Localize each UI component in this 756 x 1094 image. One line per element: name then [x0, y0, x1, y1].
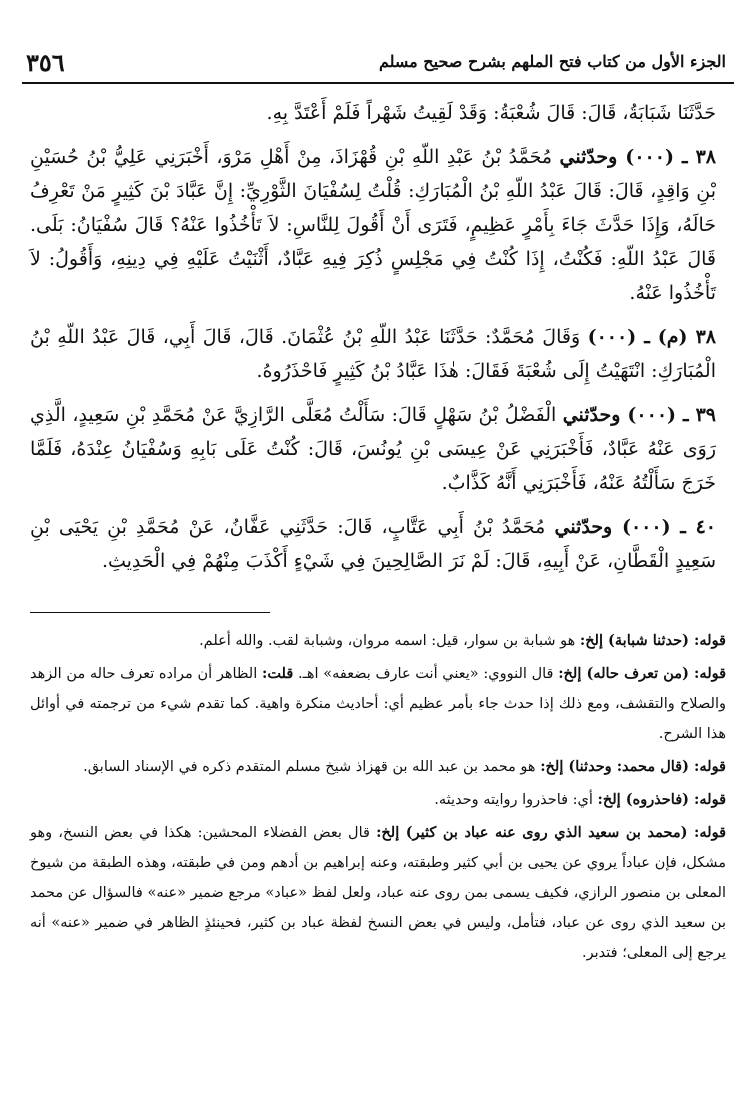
hadith-text — [30, 96, 716, 588]
footnote-divider — [30, 612, 270, 613]
hadith-38m-number: ٣٨ (م) ـ (٠٠٠) — [587, 326, 716, 348]
hadith-40-number: ٤٠ ـ (٠٠٠) وحدّثني — [554, 516, 716, 538]
hadith-39 — [30, 398, 716, 500]
hadith-38 — [30, 140, 716, 310]
note-2-text-2: الظاهر أن مراده تعرف حاله من الزهد والصلاح والتقشف، ومع ذلك إذا حدث جاء بأمر عظيم أي: أحاديث منكرة واهية. كما تقدم شيء من ترجمته في أوائل هذا الشرح. — [30, 666, 726, 742]
note-3-label: قوله: (قال محمد: وحدثنا) إلخ: — [540, 758, 726, 775]
note-4-text: أي: فاحذروا روايته وحديثه. — [434, 792, 593, 808]
hadith-38-text: مُحَمَّدُ بْنُ عَبْدِ اللّهِ بْنِ قُهْزَاذَ، مِنْ أَهْلِ مَرْوَ، أَخْبَرَنِي عَلِيُّ بْنُ حُسَيْنِ بْنِ وَاقِدٍ، قَالَ: قَالَ عَبْدُ اللّهِ بْنُ الْمُبَارَكِ: قُلْتُ لِسُفْيَانَ الثَّوْرِيِّ: إِنَّ عَبَّادَ بْنَ كَثِيرٍ مَنْ تَعْرِفُ حَالَهُ، وَإِذَا حَدَّثَ جَاءَ بِأَمْرٍ عَظِيمٍ، فَتَرَى أَنْ أَقُولَ لِلنَّاسِ: لاَ تَأْخُذُوا عَنْهُ؟ قَالَ سُفْيَانُ: بَلَى. قَالَ عَبْدُ اللّهِ: فَكُنْتُ، إِذَا كُنْتُ فِي مَجْلِسٍ ذُكِرَ فِيهِ عَبَّادٌ، أَثْنَيْتُ عَلَيْهِ فِي دِينِهِ، وَأَقُولُ: لاَ تَأْخُذُوا عَنْهُ. — [30, 146, 716, 304]
note-4 — [30, 785, 726, 815]
note-3 — [30, 752, 726, 782]
note-5-text: قال بعض الفضلاء المحشين: هكذا في بعض النسخ، وهو مشكل، فإن عباداً يروي عن يحيى بن أبي كثير وطبقته، وعنه إبراهيم بن أدهم ومن في طبقته، وهذه الطبقة من شيوخ المعلى بن منصور الرازي، فكيف يسمى بمن روى عنه عباد، ولعل لفظ «عباد» مرجع ضمير «عنه» فالسؤال عن محمد بن سعيد الذي روى عن عباد، فتأمل، وليس في بعض النسخ لفظة عباد بن كثير، فحينئذٍ الظاهر في ضمير «عنه» أنه يرجع إلى المعلى؛ فتدبر. — [30, 825, 726, 961]
page-number: ٣٥٦ — [26, 48, 65, 77]
note-4-label: قوله: (فاحذروه) إلخ: — [597, 791, 726, 808]
hadith-40-text: مُحَمَّدُ بْنُ أَبِي عَتَّابٍ، قَالَ: حَدَّثَنِي عَفَّانُ، عَنْ مُحَمَّدِ بْنِ يَحْيَى بْنِ سَعِيدٍ الْقَطَّانِ، عَنْ أَبِيهِ، قَالَ: لَمْ نَرَ الصَّالِحِينَ فِي شَيْءٍ أَكْذَبَ مِنْهُمْ فِي الْحَدِيثِ. — [30, 516, 716, 572]
note-1-label: قوله: (حدثنا شبابة) إلخ: — [579, 632, 726, 649]
hadith-38-number: ٣٨ ـ (٠٠٠) وحدّثني — [559, 146, 716, 168]
note-2 — [30, 659, 726, 749]
note-5-label: قوله: (محمد بن سعيد الذي روى عنه عباد بن كثير) إلخ: — [376, 824, 727, 841]
hadith-38m — [30, 320, 716, 388]
running-header — [22, 40, 734, 84]
hadith-39-text: الْفَضْلُ بْنُ سَهْلٍ قَالَ: سَأَلْتُ مُعَلَّى الرَّازِيَّ عَنْ مُحَمَّدِ بْنِ سَعِيدٍ، الَّذِي رَوَى عَنْهُ عَبَّادٌ، فَأَخْبَرَنِي عَنْ عِيسَى بْنِ يُونُسَ، قَالَ: كُنْتُ عَلَى بَابِهِ وَسُفْيَانُ عِنْدَهُ، فَلَمَّا خَرَجَ سَأَلْتُهُ عَنْهُ، فَأَخْبَرَنِي أَنَّهُ كَذَّابٌ. — [30, 404, 716, 494]
paragraph-0: حَدَّثَنَا شَبَابَةُ، قَالَ: قَالَ شُعْبَةُ: وَقَدْ لَقِيتُ شَهْراً فَلَمْ أَعْتَدَّ بِهِ. — [266, 102, 716, 124]
book-title: الجزء الأول من كتاب فتح الملهم بشرح صحيح مسلم — [378, 52, 726, 71]
note-2-label-2: قلت: — [261, 665, 294, 682]
hadith-38m-text: وَقَالَ مُحَمَّدٌ: حَدَّثَنَا عَبْدُ اللّهِ بْنُ عُثْمَانَ. قَالَ، قَالَ أَبِي، قَالَ عَبْدُ اللّهِ بْنُ الْمُبَارَكِ: انْتَهَيْتُ إِلَى شُعْبَةَ فَقَالَ: هٰذَا عَبَّادُ بْنُ كَثِيرٍ فَاحْذَرُوهُ. — [30, 326, 716, 382]
note-1 — [30, 626, 726, 656]
hadith-40 — [30, 510, 716, 578]
hadith-39-number: ٣٩ ـ (٠٠٠) وحدّثني — [562, 404, 716, 426]
note-5 — [30, 818, 726, 968]
note-2-text: قال النووي: «يعني أنت عارف بضعفه» اهـ. — [298, 666, 554, 682]
note-3-text: هو محمد بن عبد الله بن قهزاذ شيخ مسلم المتقدم ذكره في الإسناد السابق. — [83, 759, 536, 775]
note-1-text: هو شبابة بن سوار، قيل: اسمه مروان، وشبابة لقب. والله أعلم. — [199, 633, 576, 649]
note-2-label: قوله: (من تعرف حاله) إلخ: — [558, 665, 727, 682]
commentary — [30, 626, 726, 971]
